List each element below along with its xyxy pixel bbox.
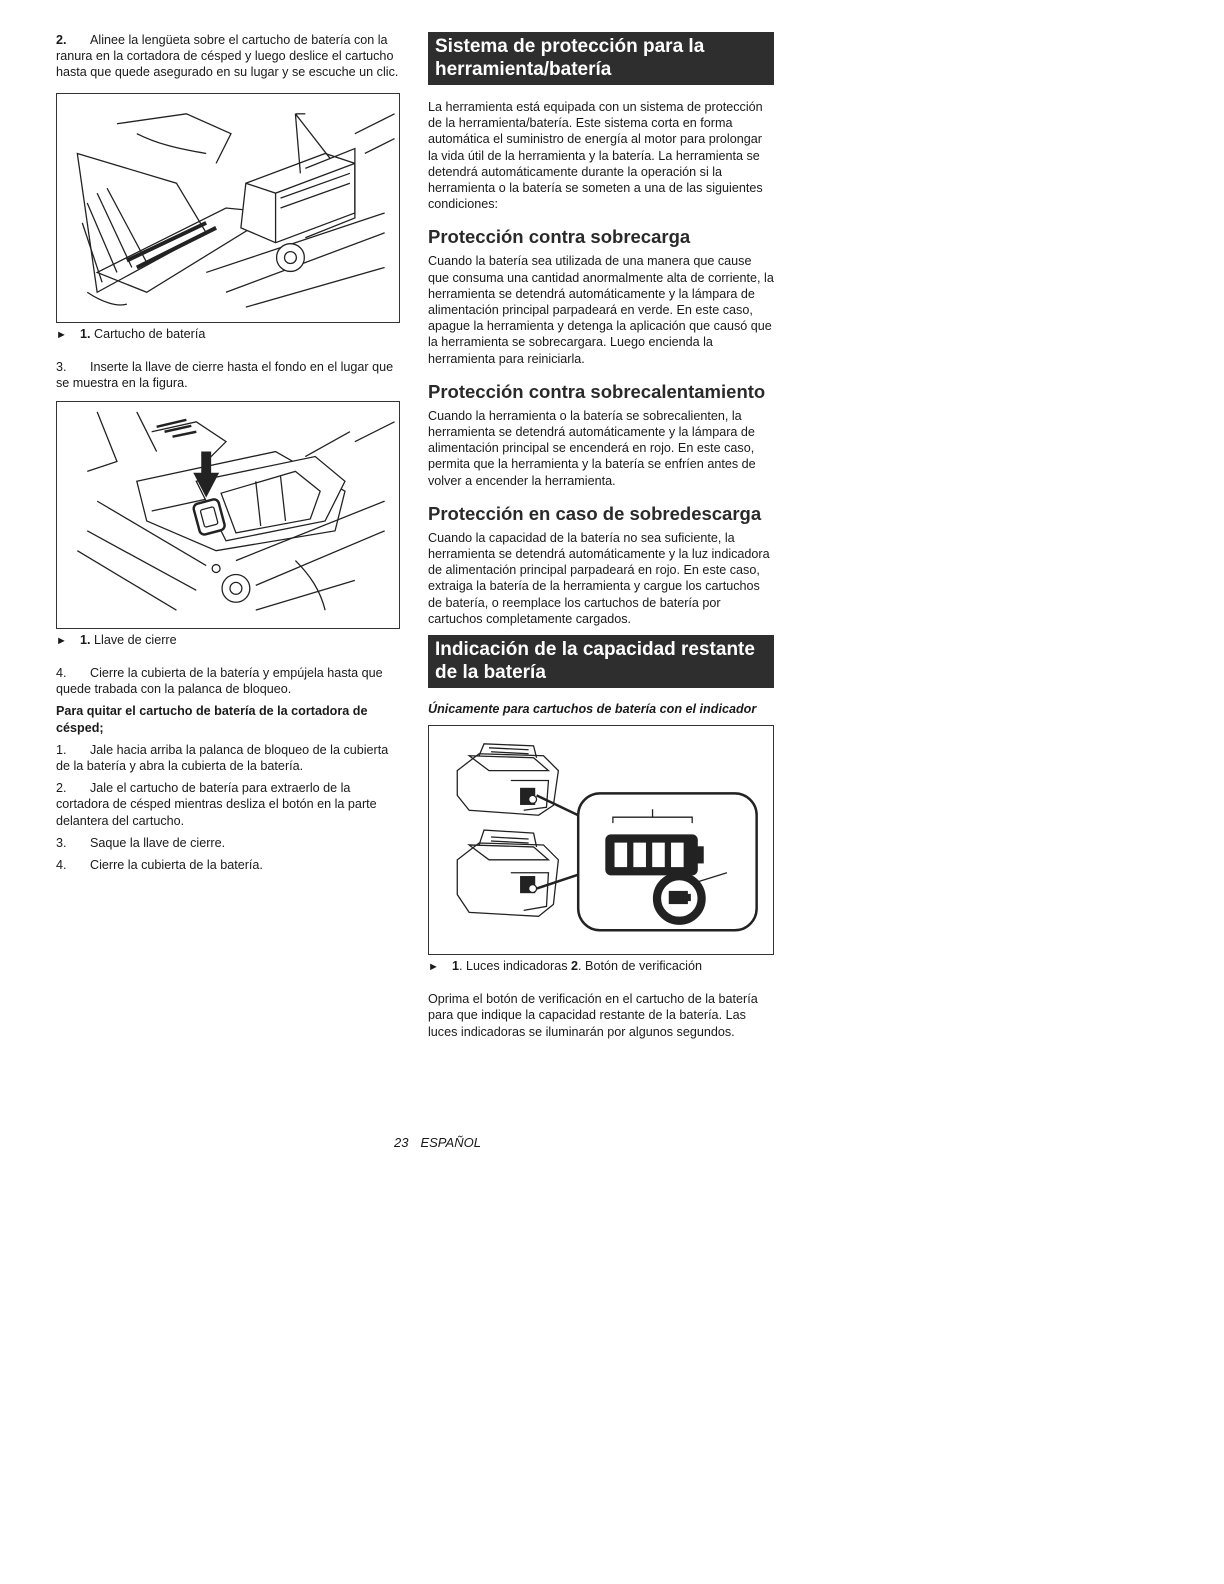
lock-key-illustration <box>57 402 399 628</box>
figure-battery-insert <box>56 93 400 323</box>
step-number: 3. <box>56 359 67 374</box>
remove-step-2: 2. Jale el cartucho de batería para extraerlo de la cortadora de césped mientras desliza el botón en la parte delantera del cartucho. <box>56 781 377 828</box>
indicator-note: Únicamente para cartuchos de batería con el indicador <box>428 702 757 717</box>
banner-remaining-capacity: Indicación de la capacidad restante de la batería <box>428 635 774 688</box>
step-3 <box>56 359 400 391</box>
caption-pointer-icon: ► <box>56 328 67 341</box>
heading-overheat: Protección contra sobrecalentamiento <box>428 380 766 402</box>
remove-step-4: 4. Cierre la cubierta de la batería. <box>56 858 263 873</box>
step-text: Cierre la cubierta de la batería y empújela hasta que quede trabada con la palanca de bloqueo. <box>56 666 383 697</box>
overdischarge-text: Cuando la capacidad de la batería no sea suficiente, la herramienta se detendrá automáticamente y la luz indicadora de alimentación principal parpadeará en rojo. En este caso, extraiga la batería de la herramienta y cargue los cartuchos de batería, o reemplace los cartuchos de batería por cartuchos completamente cargados. <box>428 530 770 626</box>
banner-protection-system: Sistema de protección para la herramienta/batería <box>428 32 774 85</box>
step-2 <box>56 32 400 81</box>
remove-battery-heading: Para quitar el cartucho de batería de la cortadora de césped; <box>56 704 368 735</box>
left-column <box>56 32 400 873</box>
caption-pointer-icon: ► <box>56 635 67 648</box>
page-number: 23 <box>394 1135 409 1150</box>
remove-step-3: 3. Saque la llave de cierre. <box>56 835 226 850</box>
figure-1-caption: ► 1. Cartucho de batería <box>56 326 206 341</box>
heading-overload: Protección contra sobrecarga <box>428 226 691 248</box>
remove-step-1: 1. Jale hacia arriba la palanca de bloqueo de la cubierta de la batería y abra la cubierta de la batería. <box>56 742 389 774</box>
figure-2-caption: ► 1. Llave de cierre <box>56 633 177 648</box>
step-text: Alinee la lengüeta sobre el cartucho de batería con la ranura en la cortadora de césped y luego deslice el cartucho hasta que quede asegurado en su lugar y se escuche un clic. <box>56 33 399 80</box>
figure-battery-indicator <box>428 725 774 955</box>
overheat-text: Cuando la herramienta o la batería se sobrecalienten, la herramienta se detendrá automáticamente y la lámpara de alimentación principal se encenderá en rojo. En este caso, permita que la herramienta y la batería se enfríen antes de volver a encender la herramienta. <box>428 408 756 488</box>
figure-lock-key <box>56 401 400 629</box>
footer-language: ESPAÑOL <box>420 1135 481 1150</box>
caption-pointer-icon: ► <box>428 961 439 974</box>
step-4 <box>56 665 400 697</box>
step-number: 2. <box>56 33 67 47</box>
step-text: Inserte la llave de cierre hasta el fondo en el lugar que se muestra en la figura. <box>56 359 394 390</box>
figure-3-caption: ► 1. Luces indicadoras 2. Botón de verificación <box>428 959 702 974</box>
overload-text: Cuando la batería sea utilizada de una manera que cause que consuma una cantidad anormalmente alta de corriente, la herramienta se detendrá automáticamente y la lámpara de alimentación principal parpadeará en verde. En este caso, apague la herramienta y detenga la aplicación que causó que la herramienta se sobrecargara. Luego encienda la herramienta para reiniciarla. <box>428 254 774 366</box>
battery-indicator-illustration <box>429 726 773 954</box>
heading-overdischarge: Protección en caso de sobredescarga <box>428 502 762 524</box>
mower-battery-illustration <box>57 94 399 322</box>
page-footer <box>394 1135 493 1150</box>
protection-intro: La herramienta está equipada con un sistema de protección de la herramienta/batería. Este sistema corta en forma automática el suministro de energía al motor para prolongar la vida útil de la herramienta y la batería. La herramienta se detendrá automáticamente durante la operación si la herramienta o la batería se someten a una de las siguientes condiciones: <box>428 100 763 212</box>
step-number: 4. <box>56 666 67 681</box>
right-column <box>428 32 774 1040</box>
check-button-text: Oprima el botón de verificación en el cartucho de la batería para que indique la capacidad restante de la batería. Las luces indicadoras se iluminarán por algunos segundos. <box>428 992 758 1039</box>
